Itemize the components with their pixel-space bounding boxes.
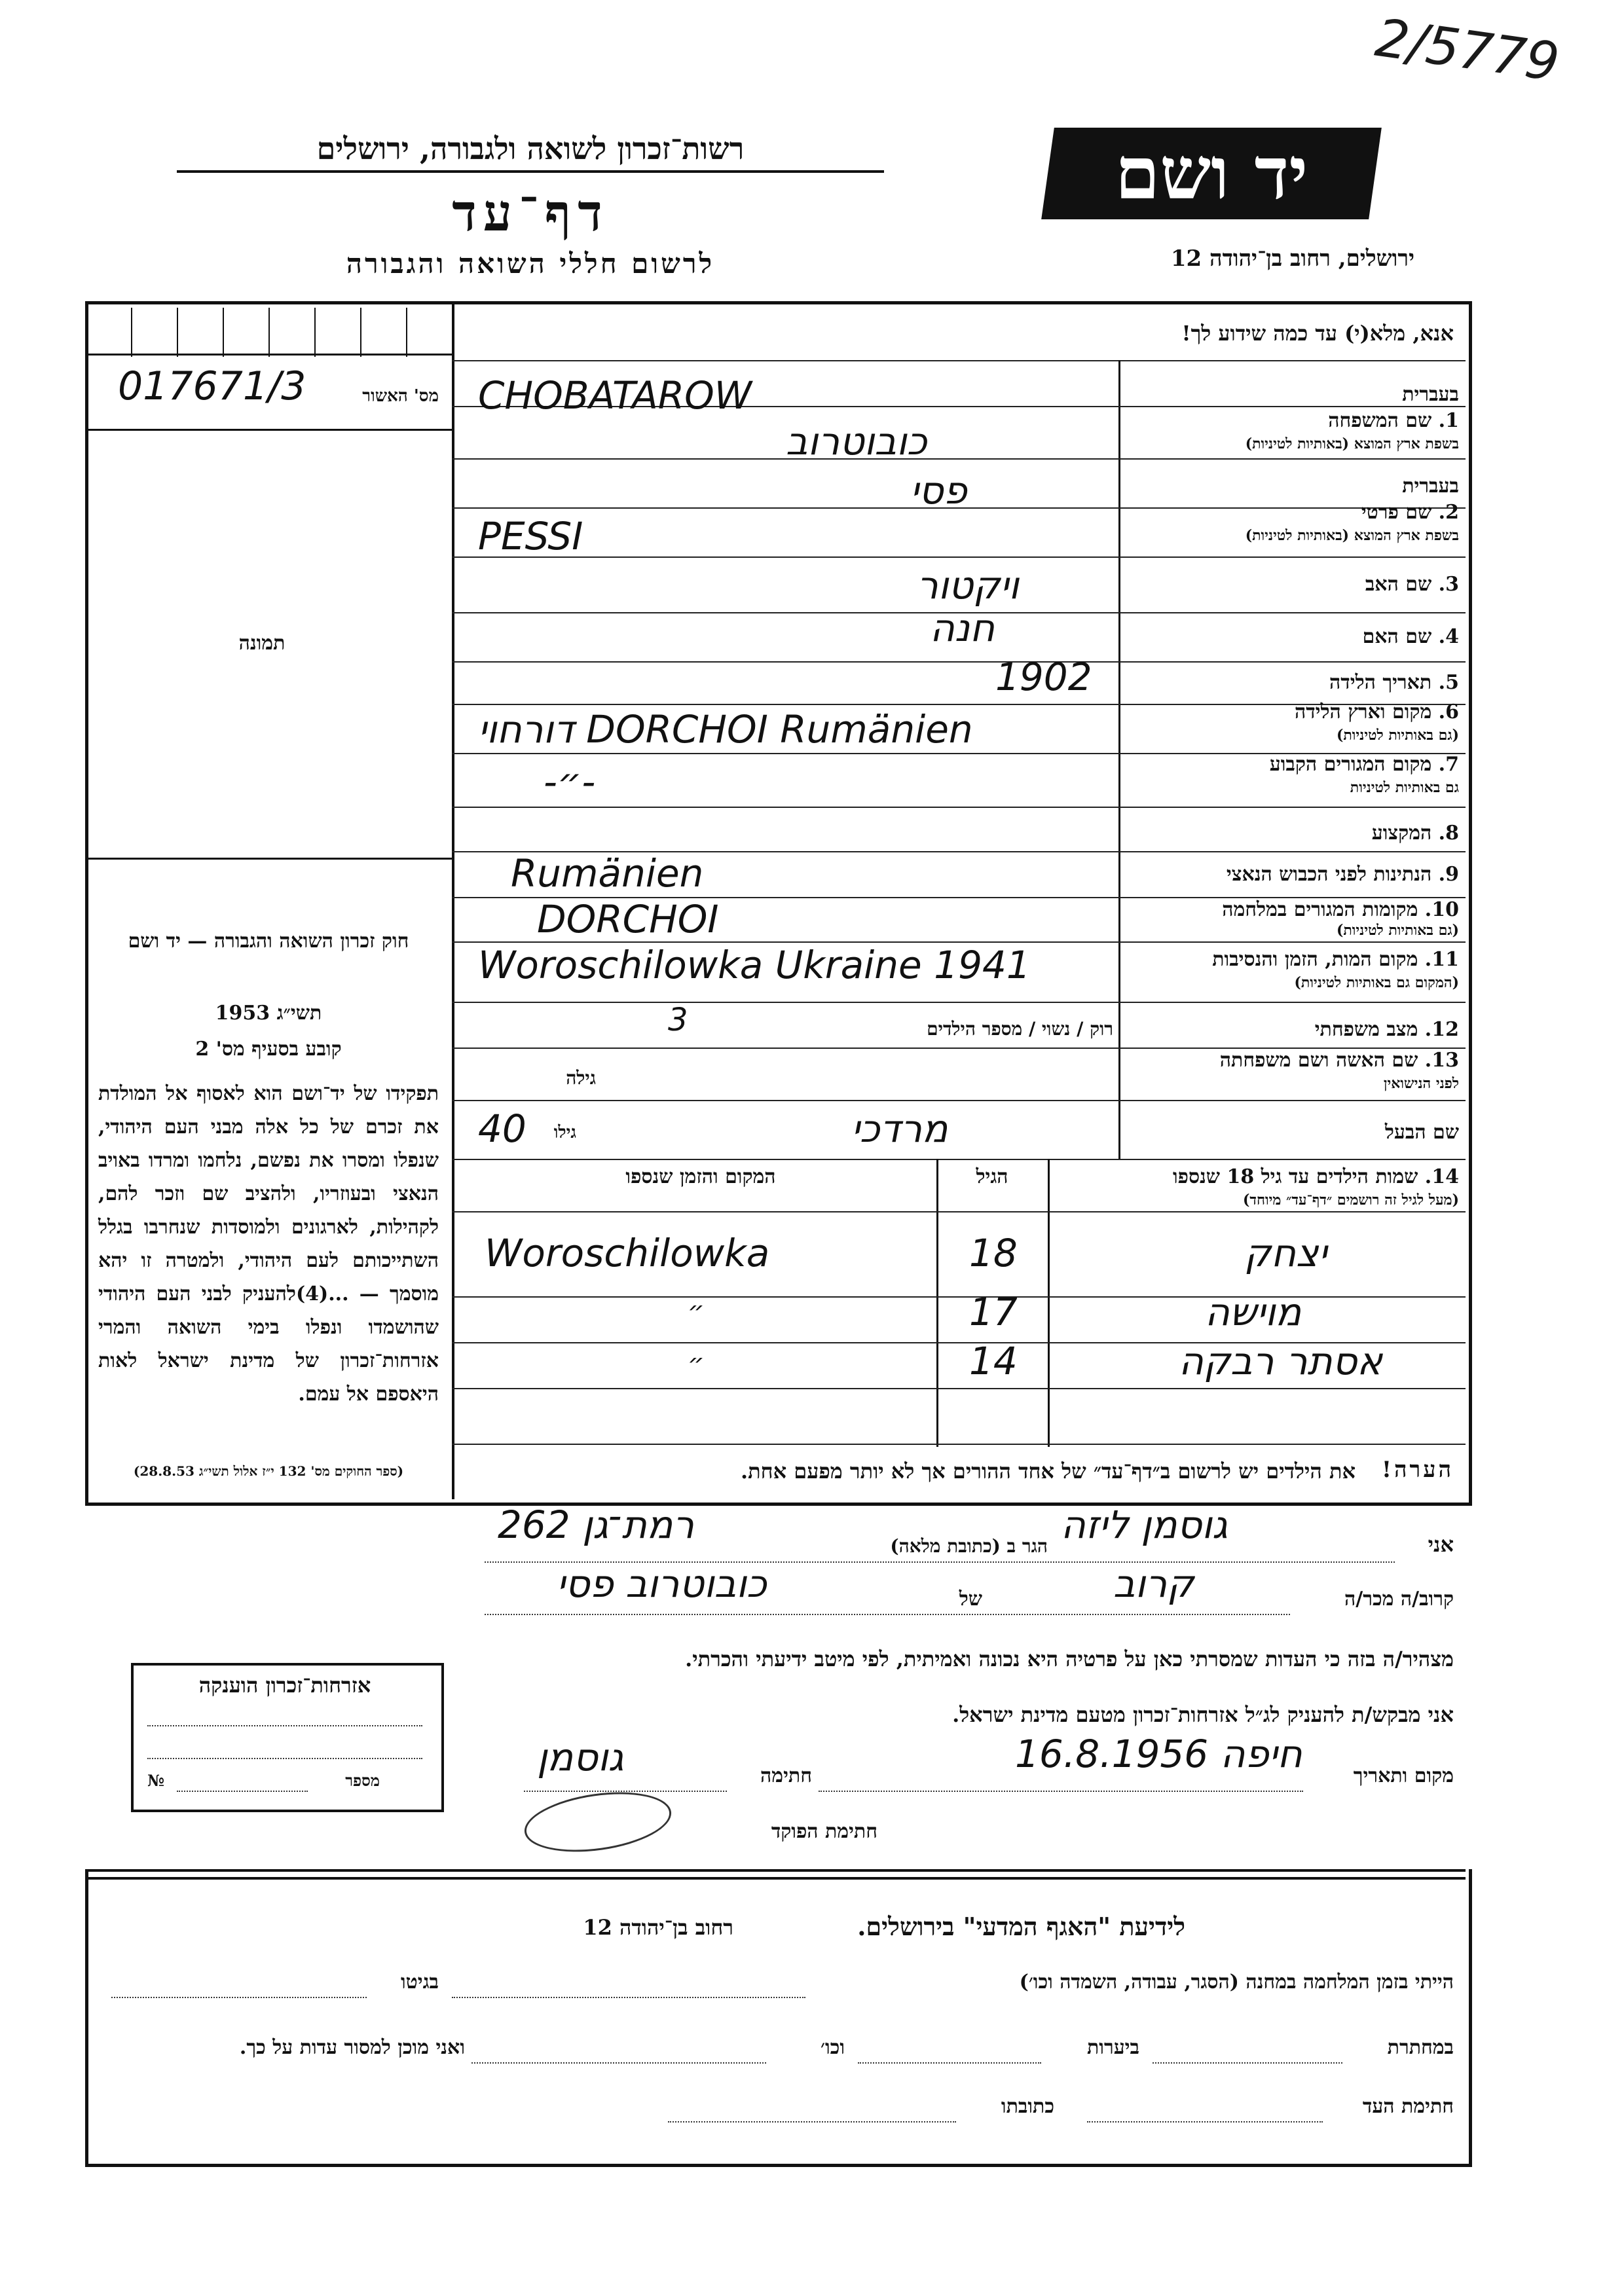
citizenship-no: № — [147, 1771, 165, 1790]
decl-statement: מצהיר/ה בזה כי העדות שמסרתי כאן על פרטיה היא נכונה ואמיתית, לפי מיטב ידיעתי והכרתי. — [685, 1647, 1454, 1671]
footer-ghetto: בגיטו — [400, 1971, 439, 1994]
field-3-value: ויקטור — [917, 563, 1020, 608]
footer-underground: במחתרת — [1387, 2036, 1454, 2059]
address: ירושלים, רחוב בן־יהודה 12 — [1170, 246, 1414, 272]
signature: גוסמן — [537, 1735, 624, 1779]
field-10-value: DORCHOI — [537, 897, 719, 941]
decl-relation: קרוב — [1113, 1561, 1194, 1606]
field-9-value: Rumänien — [511, 851, 704, 896]
field-7-value: -״- — [544, 759, 596, 804]
children-col-place: המקום והזמן שנספו — [625, 1165, 776, 1188]
footer-witness-sig: חתימת העד — [1362, 2095, 1454, 2118]
officer-label: חתימת הפוקד — [771, 1820, 877, 1843]
approval-label: מס' האשור — [362, 386, 439, 406]
field-11-sub: (המקום גם באותיות לטיניות) — [1294, 974, 1459, 991]
husband-age-label: גילו — [553, 1123, 576, 1142]
field-5-label: 5. תאריך הלידה — [1329, 671, 1459, 694]
child-3-age: 14 — [969, 1339, 1018, 1383]
child-3-place: ״ — [688, 1349, 705, 1379]
field-11-value: Woroschilowka Ukraine 1941 — [478, 943, 1031, 987]
photo-label: תמונה — [238, 632, 286, 655]
field-6-value: דורחוי DORCHOI Rumänien — [478, 707, 973, 752]
law-title: חוק זכרון השואה והגבורה — יד ושם — [128, 930, 409, 953]
husband-label: שם הבעל — [1384, 1121, 1459, 1144]
child-1-age: 18 — [969, 1231, 1018, 1275]
child-2-age: 17 — [969, 1290, 1018, 1334]
intro-text: אנא, מלא(י) עד כמה שידוע לך! — [1181, 321, 1454, 346]
decl-resides: הגר ב (כתובת מלאה) — [890, 1535, 1048, 1557]
husband-age-value: 40 — [478, 1106, 526, 1151]
field-3-label: 3. שם האב — [1365, 573, 1459, 596]
field-1-tag: בעברית — [1402, 383, 1459, 406]
field-10-label: 10. מקומות המגורים במלחמה — [1222, 898, 1459, 921]
footer-etc: וכו׳ — [821, 2036, 845, 2059]
footer-address: רחוב בן־יהודה 12 — [583, 1915, 733, 1940]
children-sub: (מעל לגיל זה רושמים ״דף־עד״ מיוחד) — [1242, 1192, 1459, 1209]
form-title: דף־עד — [452, 183, 609, 243]
child-1-name: יצחק — [1244, 1231, 1327, 1275]
decl-of: של — [959, 1588, 982, 1611]
field-12-label: 12. מצב משפחתי — [1314, 1018, 1459, 1041]
field-1-sub: בשפת ארץ המוצא (באותיות לטיניות) — [1245, 435, 1459, 452]
decl-request: אני מבקש/ת להעניק לג״ל אזרחות־זכרון מטעם מדינת ישראל. — [952, 1702, 1454, 1727]
children-col-age: הגיל — [976, 1165, 1008, 1188]
field-13-age-label: גילה — [566, 1067, 596, 1089]
officer-stamp — [521, 1784, 675, 1861]
field-12-value: 3 — [668, 1002, 688, 1038]
note-label: הערה! — [1382, 1457, 1454, 1483]
field-13-sub: לפני הנישואין — [1383, 1075, 1459, 1092]
field-2-value-hebrew: פסי — [910, 468, 967, 513]
citizenship-title: אזרחות־זכרון הוענקה — [198, 1673, 371, 1698]
child-2-name: מוישה — [1205, 1290, 1302, 1334]
field-1-label: 1. שם המשפחה — [1328, 409, 1459, 432]
form-subtitle: לרשום חללי השואה והגבורה — [346, 247, 715, 280]
field-2-tag: בעברית — [1402, 475, 1459, 498]
field-10-sub: (גם באותיות לטיניות) — [1336, 922, 1459, 939]
footer-line1: הייתי בזמן המלחמה במחנה (הסגר, עבודה, השמדה וכו׳) — [1019, 1971, 1454, 1994]
signature-label: חתימה — [760, 1764, 812, 1787]
field-11-label: 11. מקום המות, הזמן והנסיבות — [1212, 948, 1459, 971]
decl-of-name: כובוטרוב פסי — [557, 1561, 767, 1606]
law-source: (ספר החוקים מס' 132 י״ז אלול תשי״ג 28.8.53) — [133, 1463, 404, 1479]
decl-name: גוסמן ליזה — [1061, 1503, 1228, 1547]
field-12-options: רוק / נשוי / מספר הילדים — [927, 1018, 1113, 1040]
archive-number: 2/5779 — [1371, 7, 1563, 94]
decl-ani: אני — [1428, 1532, 1454, 1557]
law-clause: קובע בסעיף מס' 2 — [195, 1038, 342, 1061]
field-6-label: 6. מקום וארץ הלידה — [1294, 701, 1459, 723]
field-7-sub: גם באותיות לטיניות — [1350, 779, 1459, 796]
place-date-label: מקום ותאריך — [1353, 1764, 1454, 1787]
footer-ready: ואני מוכן למסור עדות על כך. — [239, 2036, 465, 2059]
footer-forests: ביערות — [1086, 2036, 1139, 2059]
field-13-label: 13. שם האשה ושם משפחתה — [1219, 1049, 1459, 1072]
note-text: את הילדים יש לרשום ב״דף־עד״ של אחד ההורים אך לא יותר מפעם אחת. — [740, 1459, 1356, 1484]
children-label: 14. שמות הילדים עד גיל 18 שנספו — [1172, 1165, 1459, 1188]
child-3-name: אסתר רבקה — [1179, 1339, 1383, 1383]
decl-address: רמת־גן 262 — [498, 1503, 695, 1547]
child-1-place: Woroschilowka — [485, 1231, 770, 1275]
place-date: חיפה 16.8.1956 — [1015, 1732, 1302, 1776]
decl-relation-label: קרוב/ה מכר/ה — [1344, 1588, 1454, 1611]
field-5-value: 1902 — [995, 655, 1092, 699]
husband-name-value: מרדכי — [851, 1106, 948, 1151]
law-body: תפקידו של יד־ושם הוא לאסוף אל המולדת את זכרם של כל אלה מבני העם היהודי, שנפלו ומסרו את נפשם, נלחמו ומרדו באויב הנאצי ובעוזריו, ולהציב שם וזכר להם, לקהילות, לארגונים ולמוסדות שנחרבו בגלל השתייכותם לעם היהודי, ולמטרה זו יהא מוסמך — ...(4)להעניק לבני העם היהודי שהושמדו ונפלו בימי השואה והמרי אזרחות־זכרון של מדינת ישראל לאות היאספם אל עמם. — [98, 1082, 439, 1406]
field-1-value-latin: CHOBATAROW — [478, 373, 752, 418]
field-4-value: חנה — [930, 606, 995, 650]
law-year: תשי״ג 1953 — [215, 1002, 322, 1025]
field-4-label: 4. שם האם — [1362, 625, 1459, 648]
field-2-sub: בשפת ארץ המוצא (באותיות לטיניות) — [1245, 527, 1459, 544]
logo-text: יד ושם — [1115, 131, 1308, 215]
authority-title: רשות־זכרון לשואה ולגבורה, ירושלים — [177, 131, 884, 173]
child-2-place: ״ — [688, 1296, 705, 1326]
footer-title: לידיעת "האגף המדעי" בירושלים. — [857, 1912, 1185, 1941]
field-6-sub: (גם באותיות לטיניות) — [1336, 727, 1459, 744]
field-1-value-hebrew: כובוטרוב — [786, 419, 927, 464]
field-9-label: 9. הנתינות לפני הכבוש הנאצי — [1226, 863, 1459, 886]
footer-address-label: כתובתו — [1001, 2095, 1054, 2118]
field-2-value-latin: PESSI — [478, 514, 583, 558]
approval-number: 017671/3 — [118, 363, 306, 409]
field-8-label: 8. המקצוע — [1371, 822, 1459, 845]
citizenship-number-label: מספר — [345, 1771, 380, 1790]
field-2-label: 2. שם פרטי — [1361, 501, 1459, 524]
field-7-label: 7. מקום המגורים הקבוע — [1269, 753, 1459, 776]
